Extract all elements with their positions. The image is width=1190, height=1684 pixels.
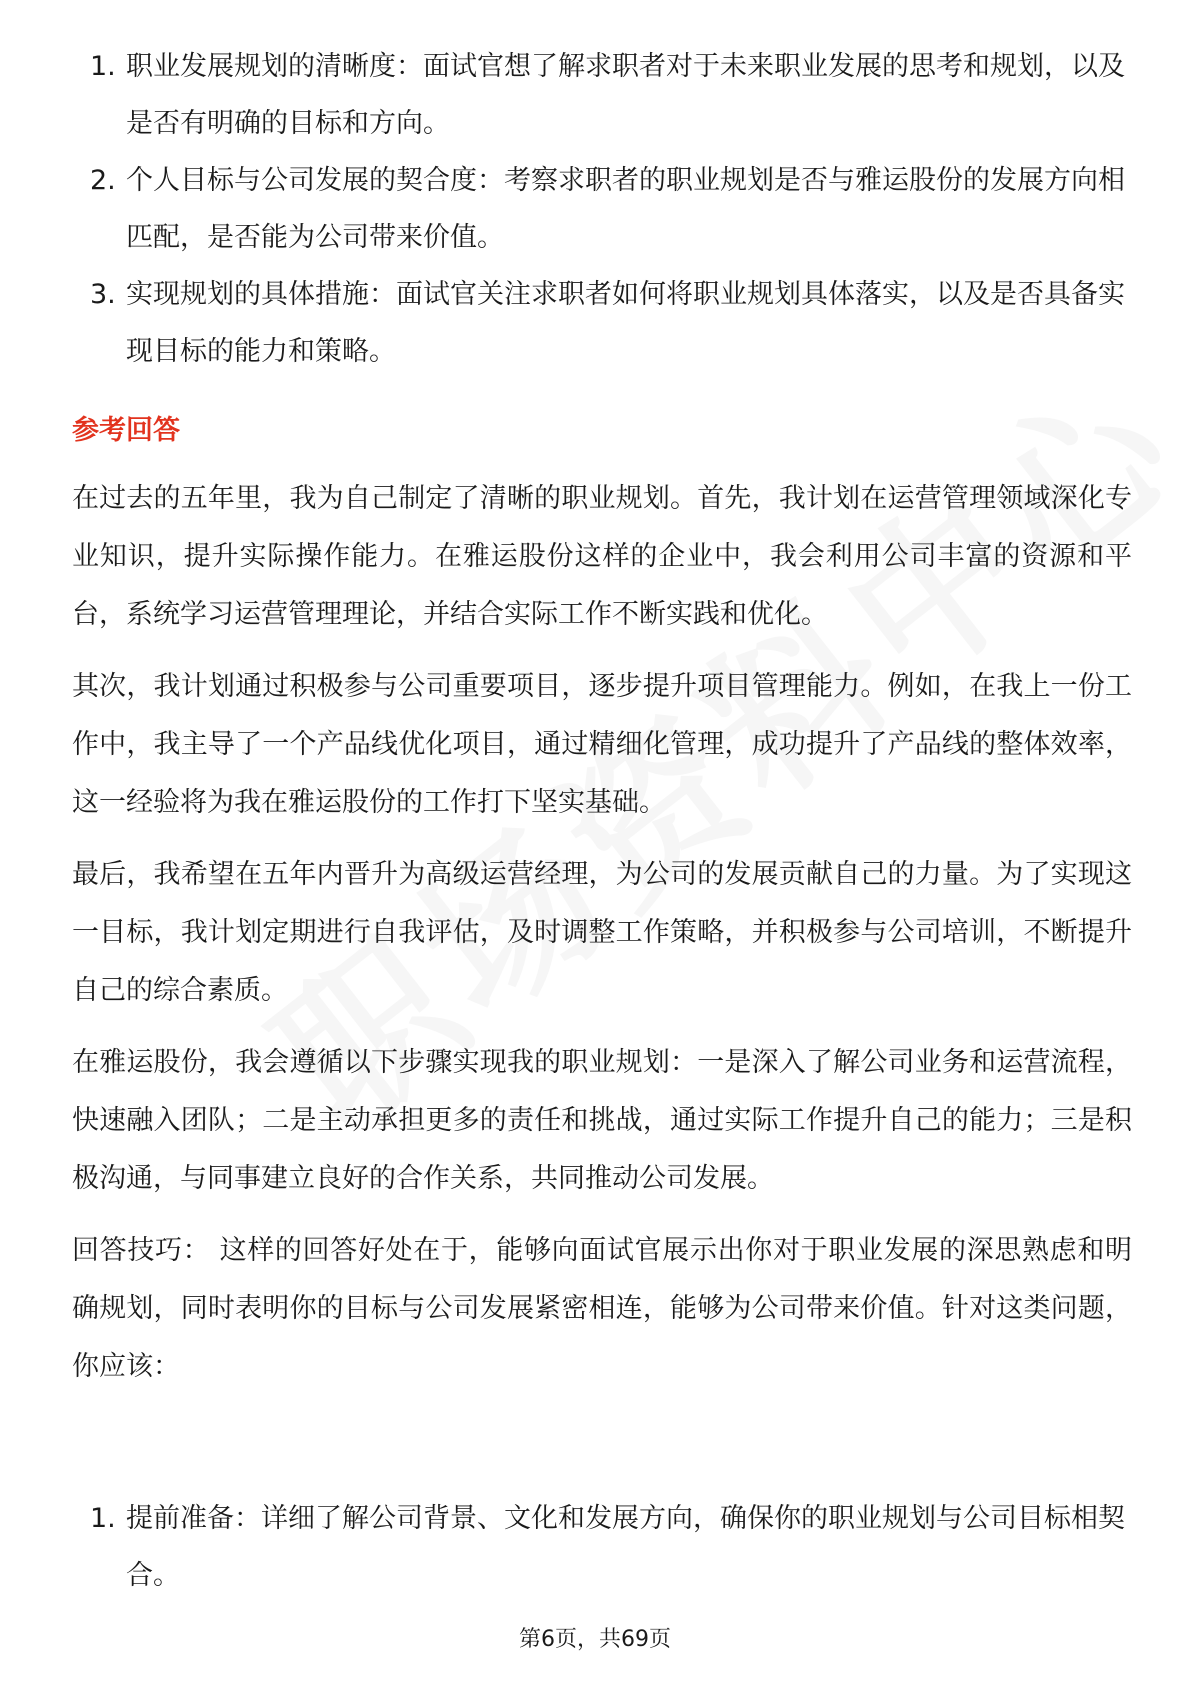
section-heading: 参考回答	[72, 415, 180, 446]
answer-paragraph: 其次，我计划通过积极参与公司重要项目，逐步提升项目管理能力。例如，在我上一份工作中，我主导了一个产品线优化项目，通过精细化管理，成功提升了产品线的整体效率，这一经验将为我在雅运股份的工作打下坚实基础。	[72, 671, 1132, 818]
answer-paragraph: 在雅运股份，我会遵循以下步骤实现我的职业规划：一是深入了解公司业务和运营流程，快速融入团队；二是主动承担更多的责任和挑战，通过实际工作提升自己的能力；三是积极沟通，与同事建立良好的合作关系，共同推动公司发展。	[72, 1047, 1132, 1194]
list-text: 实现规划的具体措施：面试官关注求职者如何将职业规划具体落实，以及是否具备实现目标的能力和策略。	[126, 279, 1125, 367]
criteria-list	[72, 38, 1132, 380]
answer-paragraph: 在过去的五年里，我为自己制定了清晰的职业规划。首先，我计划在运营管理领域深化专业知识，提升实际操作能力。在雅运股份这样的企业中，我会利用公司丰富的资源和平台，系统学习运营管理理论，并结合实际工作不断实践和优化。	[72, 483, 1132, 630]
list-text: 提前准备：详细了解公司背景、文化和发展方向，确保你的职业规划与公司目标相契合。	[126, 1503, 1125, 1591]
list-item	[72, 1490, 1132, 1604]
answer-paragraph: 最后，我希望在五年内晋升为高级运营经理，为公司的发展贡献自己的力量。为了实现这一目标，我计划定期进行自我评估，及时调整工作策略，并积极参与公司培训，不断提升自己的综合素质。	[72, 859, 1132, 1006]
list-number: 1.	[90, 51, 116, 82]
tips-paragraph: 回答技巧： 这样的回答好处在于，能够向面试官展示出你对于职业发展的深思熟虑和明确规划，同时表明你的目标与公司发展紧密相连，能够为公司带来价值。针对这类问题，你应该：	[72, 1235, 1132, 1382]
page-number: 第6页，共69页	[519, 1627, 671, 1652]
list-item	[72, 38, 1132, 152]
list-number: 3.	[90, 279, 116, 310]
list-item	[72, 152, 1132, 266]
list-item	[72, 266, 1132, 380]
list-number: 2.	[90, 165, 116, 196]
list-text: 职业发展规划的清晰度：面试官想了解求职者对于未来职业发展的思考和规划，以及是否有明确的目标和方向。	[126, 51, 1125, 139]
list-number: 1.	[90, 1503, 116, 1534]
tips-list	[72, 1490, 1132, 1604]
list-text: 个人目标与公司发展的契合度：考察求职者的职业规划是否与雅运股份的发展方向相匹配，是否能为公司带来价值。	[126, 165, 1125, 253]
